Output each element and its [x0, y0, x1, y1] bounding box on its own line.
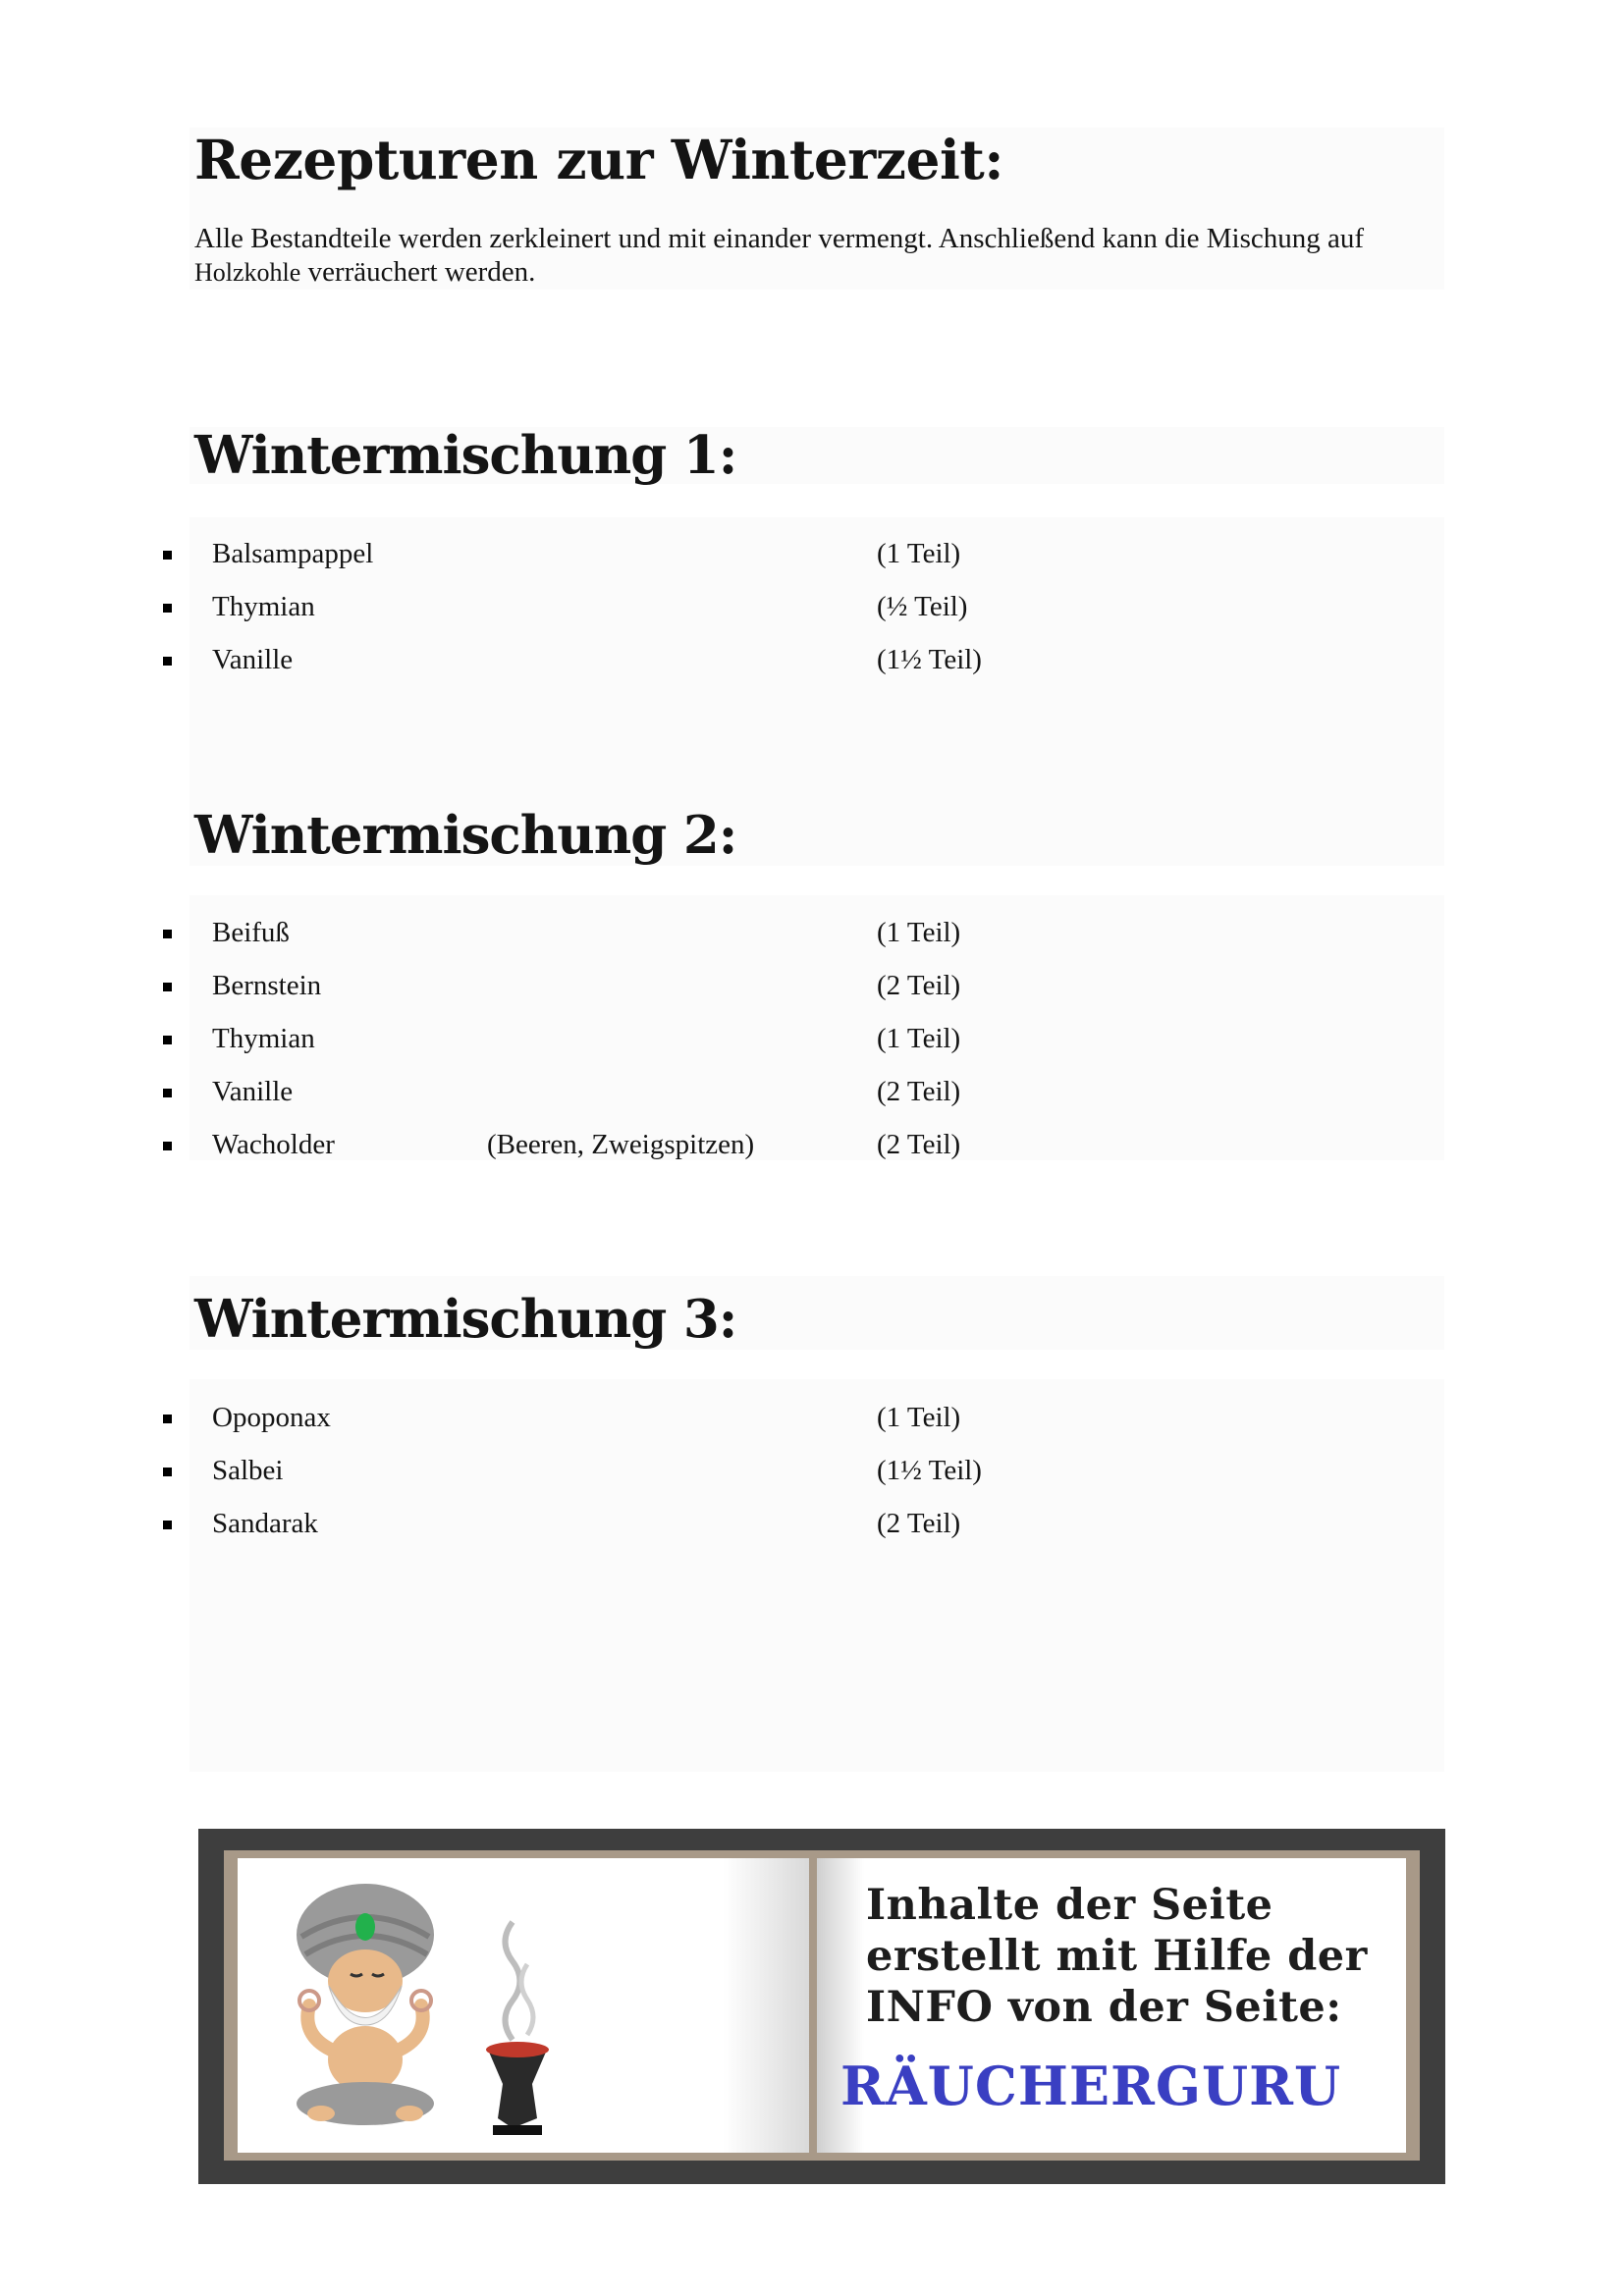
mix2-list: [157, 906, 1434, 1171]
list-item: [157, 1444, 1434, 1497]
brand-name: RÄUCHERGURU: [840, 2055, 1342, 2117]
book-page-right: [817, 1858, 1406, 2153]
ingredient-amount: (1 Teil): [877, 538, 961, 569]
bullet-icon: [163, 1521, 172, 1529]
ingredient-amount: (½ Teil): [877, 591, 968, 622]
credit-line: Inhalte der Seite: [866, 1881, 1273, 1930]
ingredient-name: Thymian: [212, 1023, 315, 1054]
list-item: [157, 580, 1434, 633]
bullet-icon: [163, 1415, 172, 1423]
list-item: [157, 1012, 1434, 1065]
ingredient-amount: (1½ Teil): [877, 1455, 982, 1486]
ingredient-note: (Beeren, Zweigspitzen): [487, 1129, 755, 1160]
book-page-left: [238, 1858, 809, 2153]
bullet-icon: [163, 930, 172, 938]
ingredient-name: Bernstein: [212, 970, 322, 1001]
page-title: Rezepturen zur Winterzeit:: [194, 128, 1004, 191]
bullet-icon: [163, 1036, 172, 1044]
mix2-heading: Wintermischung 2:: [194, 805, 737, 866]
ingredient-amount: (2 Teil): [877, 970, 961, 1001]
ingredient-name: Sandarak: [212, 1508, 318, 1539]
ingredient-name: Beifuß: [212, 917, 290, 948]
list-item: [157, 633, 1434, 686]
list-item: [157, 1391, 1434, 1444]
bullet-icon: [163, 1468, 172, 1476]
ingredient-amount: (2 Teil): [877, 1508, 961, 1539]
ingredient-amount: (1½ Teil): [877, 644, 982, 675]
bullet-icon: [163, 1142, 172, 1150]
intro-part1: Alle Bestandteile werden zerkleinert und mit einander vermengt. Anschließend kann die Mischung auf: [194, 223, 1365, 254]
ingredient-amount: (1 Teil): [877, 1402, 961, 1433]
list-item: [157, 959, 1434, 1012]
bullet-icon: [163, 1089, 172, 1097]
credit-line: erstellt mit Hilfe der: [866, 1932, 1368, 1981]
mix3-heading: Wintermischung 3:: [194, 1289, 737, 1350]
list-item: [157, 527, 1434, 580]
bullet-icon: [163, 551, 172, 560]
ingredient-name: Vanille: [212, 1076, 294, 1107]
book-cover: [224, 1850, 1420, 2161]
intro-part2: verräuchert werden.: [300, 256, 536, 288]
ingredient-name: Salbei: [212, 1455, 284, 1486]
ingredient-name: Thymian: [212, 591, 315, 622]
ingredient-amount: (2 Teil): [877, 1076, 961, 1107]
list-item: [157, 1118, 1434, 1171]
mix3-list: [157, 1391, 1434, 1550]
ingredient-amount: (1 Teil): [877, 917, 961, 948]
ingredient-amount: (1 Teil): [877, 1023, 961, 1054]
ingredient-name: Opoponax: [212, 1402, 331, 1433]
ingredient-amount: (2 Teil): [877, 1129, 961, 1160]
ingredient-name: Balsampappel: [212, 538, 374, 569]
intro-highlight: Holzkohle: [194, 258, 301, 287]
bullet-icon: [163, 983, 172, 991]
intro-text: [194, 222, 1402, 290]
guru-incense-icon: [292, 1878, 586, 2153]
list-item: [157, 1497, 1434, 1550]
ingredient-name: Wacholder: [212, 1129, 335, 1160]
credit-banner: [198, 1829, 1445, 2184]
mix1-heading: Wintermischung 1:: [194, 425, 737, 486]
list-item: [157, 1065, 1434, 1118]
bullet-icon: [163, 604, 172, 613]
bullet-icon: [163, 657, 172, 666]
ingredient-name: Vanille: [212, 644, 294, 675]
list-item: [157, 906, 1434, 959]
credit-line: INFO von der Seite:: [866, 1983, 1342, 2032]
mix1-list: [157, 527, 1434, 686]
credit-text: [866, 1880, 1368, 2033]
